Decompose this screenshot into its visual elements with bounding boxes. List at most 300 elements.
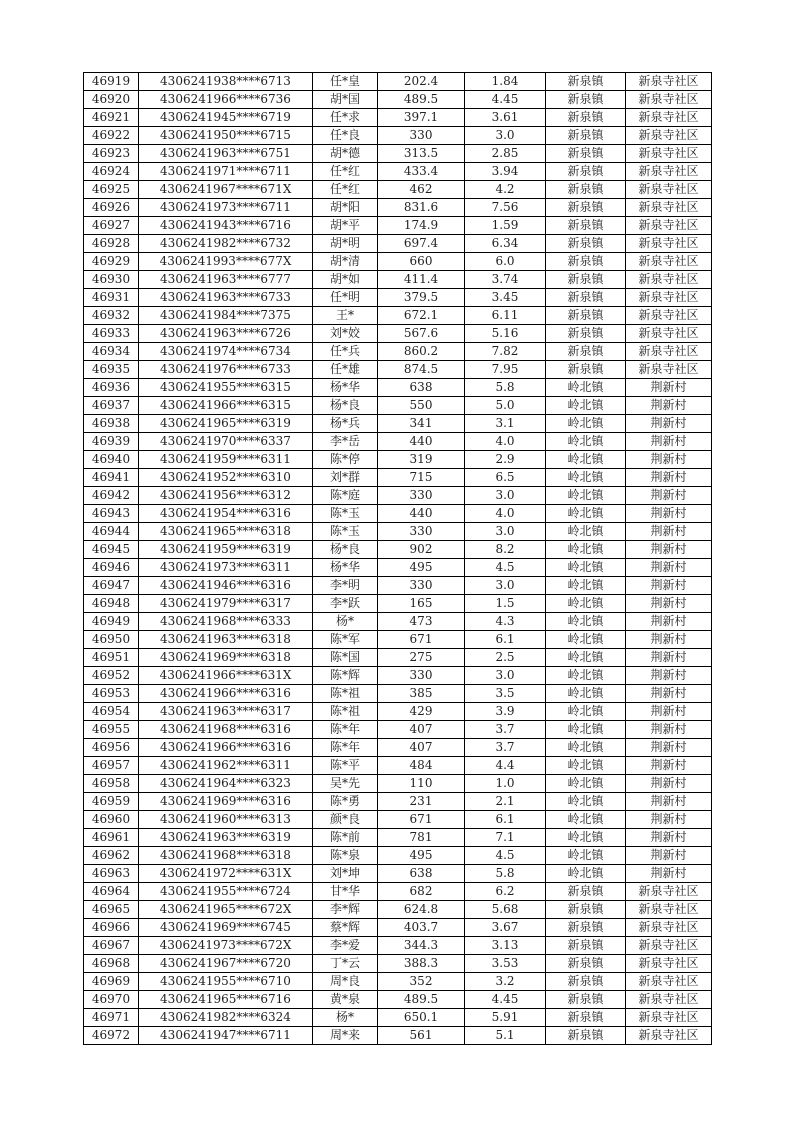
id-number-cell: 4306241963****6733 [139, 289, 313, 307]
row-number-cell: 46949 [84, 613, 139, 631]
row-number-cell: 46930 [84, 271, 139, 289]
area-cell: 7.1 [465, 829, 546, 847]
id-number-cell: 4306241963****6319 [139, 829, 313, 847]
town-cell: 岭北镇 [546, 379, 626, 397]
area-cell: 4.4 [465, 757, 546, 775]
town-cell: 新泉镇 [546, 343, 626, 361]
id-number-cell: 4306241966****6736 [139, 91, 313, 109]
village-cell: 荆新村 [626, 541, 712, 559]
town-cell: 新泉镇 [546, 883, 626, 901]
table-row [84, 865, 712, 883]
id-number-cell: 4306241963****6777 [139, 271, 313, 289]
id-number-cell: 4306241968****6318 [139, 847, 313, 865]
area-cell: 7.82 [465, 343, 546, 361]
row-number-cell: 46951 [84, 649, 139, 667]
village-cell: 荆新村 [626, 739, 712, 757]
village-cell: 新泉寺社区 [626, 253, 712, 271]
table-row [84, 397, 712, 415]
id-number-cell: 4306241959****6311 [139, 451, 313, 469]
area-cell: 4.45 [465, 91, 546, 109]
area-cell: 6.5 [465, 469, 546, 487]
village-cell: 荆新村 [626, 415, 712, 433]
village-cell: 荆新村 [626, 667, 712, 685]
town-cell: 岭北镇 [546, 487, 626, 505]
table-row [84, 181, 712, 199]
village-cell: 荆新村 [626, 577, 712, 595]
person-name-cell: 李*爱 [313, 937, 378, 955]
id-number-cell: 4306241973****6311 [139, 559, 313, 577]
row-number-cell: 46939 [84, 433, 139, 451]
table-row [84, 415, 712, 433]
amount-cell: 831.6 [378, 199, 465, 217]
row-number-cell: 46954 [84, 703, 139, 721]
village-cell: 荆新村 [626, 649, 712, 667]
area-cell: 3.74 [465, 271, 546, 289]
table-row [84, 631, 712, 649]
village-cell: 荆新村 [626, 469, 712, 487]
id-number-cell: 4306241969****6745 [139, 919, 313, 937]
town-cell: 岭北镇 [546, 649, 626, 667]
village-cell: 新泉寺社区 [626, 199, 712, 217]
person-name-cell: 陈*辉 [313, 667, 378, 685]
row-number-cell: 46955 [84, 721, 139, 739]
row-number-cell: 46925 [84, 181, 139, 199]
area-cell: 6.2 [465, 883, 546, 901]
person-name-cell: 陈*年 [313, 721, 378, 739]
table-row [84, 739, 712, 757]
area-cell: 3.0 [465, 667, 546, 685]
id-number-cell: 4306241963****6726 [139, 325, 313, 343]
id-number-cell: 4306241963****6317 [139, 703, 313, 721]
area-cell: 2.9 [465, 451, 546, 469]
person-name-cell: 王* [313, 307, 378, 325]
town-cell: 新泉镇 [546, 973, 626, 991]
area-cell: 3.0 [465, 577, 546, 595]
town-cell: 新泉镇 [546, 199, 626, 217]
row-number-cell: 46935 [84, 361, 139, 379]
area-cell: 4.5 [465, 847, 546, 865]
village-cell: 荆新村 [626, 703, 712, 721]
row-number-cell: 46957 [84, 757, 139, 775]
person-name-cell: 蔡*辉 [313, 919, 378, 937]
table-row [84, 145, 712, 163]
id-number-cell: 4306241969****6318 [139, 649, 313, 667]
village-cell: 荆新村 [626, 487, 712, 505]
town-cell: 新泉镇 [546, 91, 626, 109]
amount-cell: 874.5 [378, 361, 465, 379]
id-number-cell: 4306241966****6316 [139, 739, 313, 757]
area-cell: 3.1 [465, 415, 546, 433]
row-number-cell: 46958 [84, 775, 139, 793]
town-cell: 新泉镇 [546, 163, 626, 181]
amount-cell: 330 [378, 667, 465, 685]
table-row [84, 793, 712, 811]
town-cell: 新泉镇 [546, 991, 626, 1009]
person-name-cell: 陈*庭 [313, 487, 378, 505]
area-cell: 3.13 [465, 937, 546, 955]
amount-cell: 388.3 [378, 955, 465, 973]
town-cell: 新泉镇 [546, 145, 626, 163]
id-number-cell: 4306241963****6751 [139, 145, 313, 163]
id-number-cell: 4306241955****6315 [139, 379, 313, 397]
person-name-cell: 陈*停 [313, 451, 378, 469]
person-name-cell: 杨*华 [313, 559, 378, 577]
amount-cell: 411.4 [378, 271, 465, 289]
village-cell: 新泉寺社区 [626, 343, 712, 361]
area-cell: 5.0 [465, 397, 546, 415]
row-number-cell: 46920 [84, 91, 139, 109]
town-cell: 岭北镇 [546, 469, 626, 487]
table-row [84, 253, 712, 271]
amount-cell: 330 [378, 577, 465, 595]
row-number-cell: 46953 [84, 685, 139, 703]
amount-cell: 397.1 [378, 109, 465, 127]
village-cell: 荆新村 [626, 379, 712, 397]
area-cell: 3.61 [465, 109, 546, 127]
area-cell: 8.2 [465, 541, 546, 559]
town-cell: 新泉镇 [546, 901, 626, 919]
town-cell: 岭北镇 [546, 811, 626, 829]
row-number-cell: 46970 [84, 991, 139, 1009]
amount-cell: 567.6 [378, 325, 465, 343]
row-number-cell: 46956 [84, 739, 139, 757]
person-name-cell: 甘*华 [313, 883, 378, 901]
town-cell: 岭北镇 [546, 685, 626, 703]
village-cell: 新泉寺社区 [626, 73, 712, 91]
row-number-cell: 46960 [84, 811, 139, 829]
row-number-cell: 46922 [84, 127, 139, 145]
area-cell: 7.56 [465, 199, 546, 217]
id-number-cell: 4306241956****6312 [139, 487, 313, 505]
row-number-cell: 46941 [84, 469, 139, 487]
town-cell: 新泉镇 [546, 73, 626, 91]
village-cell: 荆新村 [626, 397, 712, 415]
row-number-cell: 46948 [84, 595, 139, 613]
town-cell: 岭北镇 [546, 451, 626, 469]
amount-cell: 484 [378, 757, 465, 775]
amount-cell: 174.9 [378, 217, 465, 235]
area-cell: 6.1 [465, 811, 546, 829]
id-number-cell: 4306241965****6319 [139, 415, 313, 433]
amount-cell: 462 [378, 181, 465, 199]
id-number-cell: 4306241971****6711 [139, 163, 313, 181]
id-number-cell: 4306241965****6716 [139, 991, 313, 1009]
person-name-cell: 陈*平 [313, 757, 378, 775]
person-name-cell: 任*明 [313, 289, 378, 307]
village-cell: 新泉寺社区 [626, 901, 712, 919]
area-cell: 1.5 [465, 595, 546, 613]
row-number-cell: 46924 [84, 163, 139, 181]
row-number-cell: 46934 [84, 343, 139, 361]
amount-cell: 352 [378, 973, 465, 991]
amount-cell: 902 [378, 541, 465, 559]
amount-cell: 407 [378, 739, 465, 757]
town-cell: 岭北镇 [546, 667, 626, 685]
table-row [84, 487, 712, 505]
person-name-cell: 陈*勇 [313, 793, 378, 811]
town-cell: 新泉镇 [546, 919, 626, 937]
town-cell: 岭北镇 [546, 397, 626, 415]
person-name-cell: 陈*玉 [313, 505, 378, 523]
row-number-cell: 46926 [84, 199, 139, 217]
id-number-cell: 4306241965****672X [139, 901, 313, 919]
town-cell: 新泉镇 [546, 1009, 626, 1027]
row-number-cell: 46942 [84, 487, 139, 505]
row-number-cell: 46944 [84, 523, 139, 541]
id-number-cell: 4306241964****6323 [139, 775, 313, 793]
id-number-cell: 4306241955****6724 [139, 883, 313, 901]
village-cell: 新泉寺社区 [626, 163, 712, 181]
area-cell: 4.5 [465, 559, 546, 577]
table-row [84, 847, 712, 865]
area-cell: 5.8 [465, 865, 546, 883]
row-number-cell: 46929 [84, 253, 139, 271]
row-number-cell: 46927 [84, 217, 139, 235]
town-cell: 岭北镇 [546, 829, 626, 847]
area-cell: 6.0 [465, 253, 546, 271]
row-number-cell: 46969 [84, 973, 139, 991]
amount-cell: 682 [378, 883, 465, 901]
table-row [84, 343, 712, 361]
village-cell: 荆新村 [626, 865, 712, 883]
area-cell: 3.9 [465, 703, 546, 721]
area-cell: 5.8 [465, 379, 546, 397]
id-number-cell: 4306241967****671X [139, 181, 313, 199]
area-cell: 3.53 [465, 955, 546, 973]
town-cell: 岭北镇 [546, 613, 626, 631]
id-number-cell: 4306241955****6710 [139, 973, 313, 991]
id-number-cell: 4306241946****6316 [139, 577, 313, 595]
amount-cell: 624.8 [378, 901, 465, 919]
area-cell: 3.5 [465, 685, 546, 703]
table-row [84, 667, 712, 685]
town-cell: 岭北镇 [546, 847, 626, 865]
area-cell: 5.91 [465, 1009, 546, 1027]
row-number-cell: 46961 [84, 829, 139, 847]
person-name-cell: 陈*玉 [313, 523, 378, 541]
person-name-cell: 陈*年 [313, 739, 378, 757]
town-cell: 新泉镇 [546, 1027, 626, 1045]
town-cell: 新泉镇 [546, 955, 626, 973]
table-row [84, 235, 712, 253]
table-row [84, 937, 712, 955]
id-number-cell: 4306241976****6733 [139, 361, 313, 379]
area-cell: 3.94 [465, 163, 546, 181]
area-cell: 2.5 [465, 649, 546, 667]
town-cell: 岭北镇 [546, 505, 626, 523]
id-number-cell: 4306241959****6319 [139, 541, 313, 559]
amount-cell: 344.3 [378, 937, 465, 955]
table-row [84, 127, 712, 145]
person-name-cell: 陈*前 [313, 829, 378, 847]
row-number-cell: 46931 [84, 289, 139, 307]
id-number-cell: 4306241943****6716 [139, 217, 313, 235]
person-name-cell: 陈*祖 [313, 685, 378, 703]
id-number-cell: 4306241993****677X [139, 253, 313, 271]
id-number-cell: 4306241982****6732 [139, 235, 313, 253]
area-cell: 7.95 [465, 361, 546, 379]
amount-cell: 650.1 [378, 1009, 465, 1027]
area-cell: 1.84 [465, 73, 546, 91]
area-cell: 3.0 [465, 127, 546, 145]
amount-cell: 433.4 [378, 163, 465, 181]
town-cell: 新泉镇 [546, 325, 626, 343]
table-row [84, 109, 712, 127]
table-row [84, 883, 712, 901]
town-cell: 岭北镇 [546, 775, 626, 793]
village-cell: 新泉寺社区 [626, 271, 712, 289]
person-name-cell: 胡*明 [313, 235, 378, 253]
town-cell: 岭北镇 [546, 793, 626, 811]
village-cell: 新泉寺社区 [626, 217, 712, 235]
id-number-cell: 4306241963****6318 [139, 631, 313, 649]
person-name-cell: 颜*良 [313, 811, 378, 829]
table-row [84, 991, 712, 1009]
village-cell: 荆新村 [626, 631, 712, 649]
id-number-cell: 4306241965****6318 [139, 523, 313, 541]
town-cell: 新泉镇 [546, 361, 626, 379]
person-name-cell: 黄*泉 [313, 991, 378, 1009]
area-cell: 1.0 [465, 775, 546, 793]
id-number-cell: 4306241938****6713 [139, 73, 313, 91]
person-name-cell: 胡*德 [313, 145, 378, 163]
id-number-cell: 4306241982****6324 [139, 1009, 313, 1027]
table-row [84, 271, 712, 289]
row-number-cell: 46933 [84, 325, 139, 343]
person-name-cell: 胡*平 [313, 217, 378, 235]
id-number-cell: 4306241947****6711 [139, 1027, 313, 1045]
village-cell: 荆新村 [626, 523, 712, 541]
village-cell: 新泉寺社区 [626, 325, 712, 343]
row-number-cell: 46952 [84, 667, 139, 685]
amount-cell: 561 [378, 1027, 465, 1045]
area-cell: 5.1 [465, 1027, 546, 1045]
row-number-cell: 46950 [84, 631, 139, 649]
table-row [84, 433, 712, 451]
village-cell: 新泉寺社区 [626, 991, 712, 1009]
village-cell: 荆新村 [626, 811, 712, 829]
row-number-cell: 46940 [84, 451, 139, 469]
table-row [84, 73, 712, 91]
area-cell: 3.0 [465, 487, 546, 505]
village-cell: 新泉寺社区 [626, 307, 712, 325]
village-cell: 新泉寺社区 [626, 361, 712, 379]
id-number-cell: 4306241973****6711 [139, 199, 313, 217]
id-number-cell: 4306241952****6310 [139, 469, 313, 487]
amount-cell: 671 [378, 631, 465, 649]
amount-cell: 110 [378, 775, 465, 793]
town-cell: 岭北镇 [546, 631, 626, 649]
row-number-cell: 46963 [84, 865, 139, 883]
person-name-cell: 胡*如 [313, 271, 378, 289]
row-number-cell: 46946 [84, 559, 139, 577]
town-cell: 岭北镇 [546, 433, 626, 451]
amount-cell: 489.5 [378, 991, 465, 1009]
amount-cell: 495 [378, 559, 465, 577]
town-cell: 岭北镇 [546, 595, 626, 613]
row-number-cell: 46945 [84, 541, 139, 559]
row-number-cell: 46943 [84, 505, 139, 523]
id-number-cell: 4306241966****6316 [139, 685, 313, 703]
table-row [84, 163, 712, 181]
person-name-cell: 杨*良 [313, 397, 378, 415]
village-cell: 新泉寺社区 [626, 145, 712, 163]
table-row [84, 379, 712, 397]
table-row [84, 1027, 712, 1045]
village-cell: 新泉寺社区 [626, 883, 712, 901]
town-cell: 新泉镇 [546, 127, 626, 145]
person-name-cell: 刘*群 [313, 469, 378, 487]
person-name-cell: 任*红 [313, 181, 378, 199]
amount-cell: 672.1 [378, 307, 465, 325]
amount-cell: 638 [378, 865, 465, 883]
area-cell: 3.0 [465, 523, 546, 541]
amount-cell: 385 [378, 685, 465, 703]
table-row [84, 595, 712, 613]
table-row [84, 199, 712, 217]
town-cell: 岭北镇 [546, 757, 626, 775]
row-number-cell: 46947 [84, 577, 139, 595]
person-name-cell: 杨*华 [313, 379, 378, 397]
area-cell: 4.45 [465, 991, 546, 1009]
area-cell: 2.85 [465, 145, 546, 163]
table-row [84, 721, 712, 739]
amount-cell: 330 [378, 523, 465, 541]
person-name-cell: 刘*姣 [313, 325, 378, 343]
table-row [84, 289, 712, 307]
amount-cell: 638 [378, 379, 465, 397]
area-cell: 4.2 [465, 181, 546, 199]
person-name-cell: 任*红 [313, 163, 378, 181]
town-cell: 新泉镇 [546, 307, 626, 325]
area-cell: 4.3 [465, 613, 546, 631]
table-row [84, 469, 712, 487]
village-cell: 荆新村 [626, 595, 712, 613]
person-name-cell: 胡*阳 [313, 199, 378, 217]
person-name-cell: 陈*泉 [313, 847, 378, 865]
row-number-cell: 46936 [84, 379, 139, 397]
amount-cell: 495 [378, 847, 465, 865]
town-cell: 新泉镇 [546, 181, 626, 199]
amount-cell: 379.5 [378, 289, 465, 307]
table-row [84, 685, 712, 703]
table-row [84, 307, 712, 325]
town-cell: 岭北镇 [546, 721, 626, 739]
id-number-cell: 4306241984****7375 [139, 307, 313, 325]
row-number-cell: 46964 [84, 883, 139, 901]
amount-cell: 313.5 [378, 145, 465, 163]
data-table [83, 72, 712, 1045]
row-number-cell: 46938 [84, 415, 139, 433]
id-number-cell: 4306241967****6720 [139, 955, 313, 973]
id-number-cell: 4306241968****6316 [139, 721, 313, 739]
town-cell: 新泉镇 [546, 289, 626, 307]
area-cell: 6.34 [465, 235, 546, 253]
town-cell: 新泉镇 [546, 109, 626, 127]
area-cell: 3.67 [465, 919, 546, 937]
table-row [84, 217, 712, 235]
person-name-cell: 丁*云 [313, 955, 378, 973]
area-cell: 3.7 [465, 739, 546, 757]
id-number-cell: 4306241966****631X [139, 667, 313, 685]
row-number-cell: 46921 [84, 109, 139, 127]
village-cell: 新泉寺社区 [626, 181, 712, 199]
area-cell: 5.16 [465, 325, 546, 343]
amount-cell: 429 [378, 703, 465, 721]
area-cell: 5.68 [465, 901, 546, 919]
table-row [84, 541, 712, 559]
person-name-cell: 任*良 [313, 127, 378, 145]
